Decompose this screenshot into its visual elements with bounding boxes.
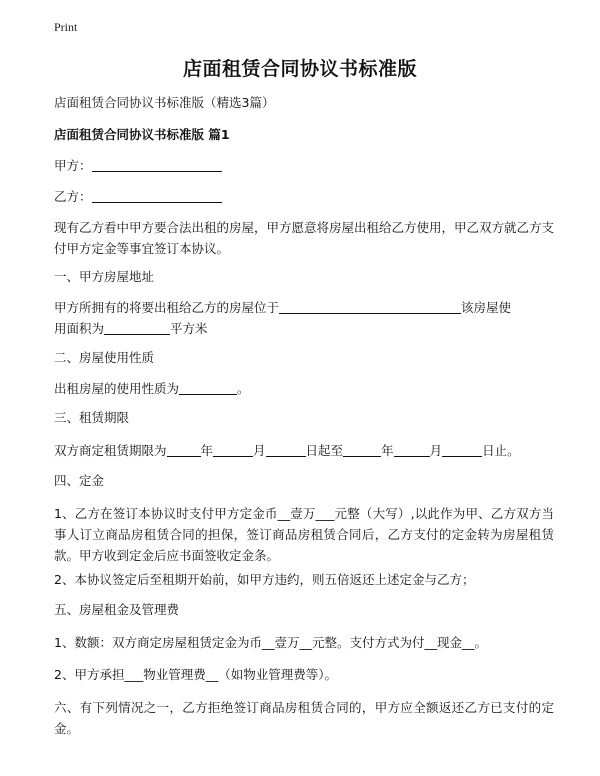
page-title: 店面租赁合同协议书标准版 bbox=[182, 58, 417, 80]
section-heading: 店面租赁合同协议书标准版 篇1 bbox=[54, 127, 230, 142]
unit-month-1: 月 bbox=[253, 443, 266, 458]
end-day-blank bbox=[442, 442, 482, 457]
s2-line bbox=[54, 378, 250, 399]
s2-end: 。 bbox=[237, 381, 250, 396]
print-link[interactable]: Print bbox=[54, 20, 78, 34]
unit-year-1: 年 bbox=[200, 443, 214, 458]
s1-line-2 bbox=[54, 318, 208, 339]
party-a-blank bbox=[92, 157, 222, 172]
unit-year-2: 年 bbox=[381, 443, 394, 458]
start-month-blank bbox=[213, 442, 253, 457]
s3-from: 日起至 bbox=[305, 443, 344, 458]
s2-heading: 二、房屋使用性质 bbox=[54, 350, 155, 365]
unit-month-2: 月 bbox=[429, 443, 443, 458]
subtitle: 店面租赁合同协议书标准版（精选3篇） bbox=[54, 95, 275, 110]
s1-line-1 bbox=[54, 297, 511, 318]
party-b-blank bbox=[92, 188, 222, 203]
usage-blank bbox=[179, 380, 237, 395]
s1-text-d: 平方米 bbox=[170, 321, 208, 336]
end-month-blank bbox=[394, 442, 430, 457]
s5-paragraph-2: 2、甲方承担___物业管理费__（如物业管理费等）。 bbox=[54, 667, 337, 682]
s3-prefix: 双方商定租赁期限为 bbox=[54, 443, 167, 458]
s6-paragraph: 六、有下列情况之一，乙方拒绝签订商品房租赁合同的，甲方应全额返还乙方已支付的定金。 bbox=[54, 700, 554, 736]
area-blank bbox=[104, 320, 170, 335]
s4-heading: 四、定金 bbox=[54, 473, 105, 488]
s1-text-c: 用面积为 bbox=[54, 321, 105, 336]
party-b-label: 乙方： bbox=[54, 189, 92, 204]
s2-text: 出租房屋的使用性质为 bbox=[54, 381, 180, 396]
intro-paragraph: 现有乙方看中甲方要合法出租的房屋，甲方愿意将房屋出租给乙方使用，甲乙双方就乙方支付甲方定金等事宜签订本协议。 bbox=[54, 220, 555, 256]
party-a-label: 甲方： bbox=[54, 158, 92, 173]
s5-paragraph-1: 1、数额：双方商定房屋租赁定金为币__壹万__元整。支付方式为付__现金__。 bbox=[54, 635, 487, 650]
s1-heading: 一、甲方房屋地址 bbox=[54, 269, 155, 284]
s3-heading: 三、租赁期限 bbox=[54, 410, 130, 425]
s1-text-b: 该房屋使 bbox=[461, 300, 512, 315]
s5-heading: 五、房屋租金及管理费 bbox=[54, 602, 180, 617]
s3-line bbox=[54, 440, 520, 461]
s4-paragraph-1: 1、乙方在签订本协议时支付甲方定金币__壹万___元整（大写）,以此作为甲、乙方双方当事人订立商品房租赁合同的担保，签订商品房租赁合同后，乙方支付的定金转为房屋租赁款。甲方收到定金后应书面签收定金条。 bbox=[54, 506, 554, 563]
s3-end: 日止。 bbox=[482, 443, 520, 458]
start-year-blank bbox=[167, 442, 201, 457]
party-b-line bbox=[54, 186, 222, 207]
s4-paragraph-2: 2、本协议签定后至租期开始前，如甲方违约，则五倍返还上述定金与乙方； bbox=[54, 572, 475, 587]
party-a-line bbox=[54, 155, 222, 176]
address-blank bbox=[279, 299, 461, 314]
end-year-blank bbox=[343, 442, 381, 457]
s1-text-a: 甲方所拥有的将要出租给乙方的房屋位于 bbox=[54, 300, 280, 315]
start-day-blank bbox=[266, 442, 306, 457]
